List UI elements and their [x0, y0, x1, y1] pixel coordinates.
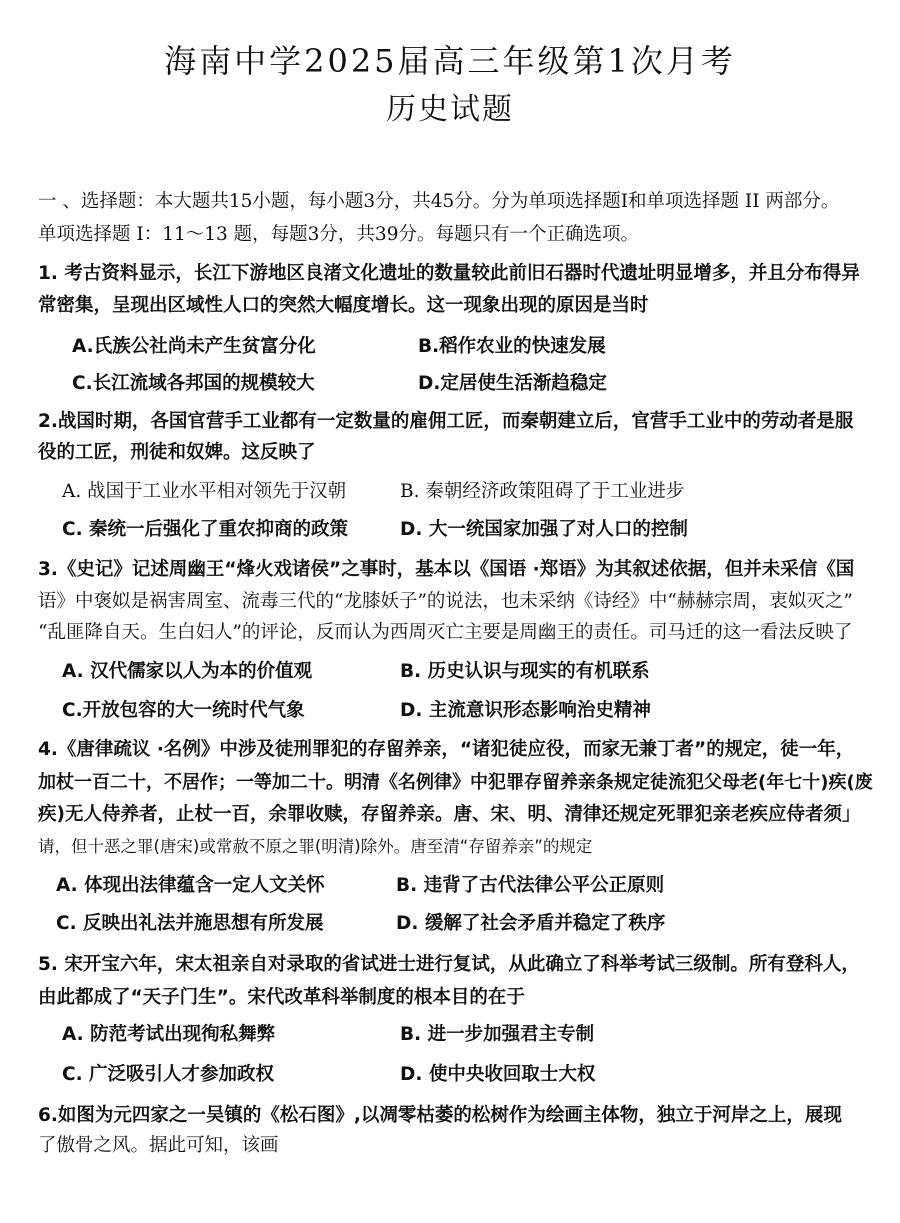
question-3-option-a: A. 汉代儒家以人为本的价值观 — [62, 661, 313, 682]
question-2-line-2: 役的工匠，刑徒和奴婢。这反映了 — [38, 442, 316, 463]
question-1-option-b: B.稻作农业的快速发展 — [418, 336, 606, 357]
question-3-option-d: D. 主流意识形态影响治史精神 — [400, 700, 651, 721]
exam-subject: 历史试题 — [386, 92, 514, 127]
question-4-line-3: 疾)无人侍养者，止杖一百，余罪收赎，存留养亲。唐、宋、明、清律还规定死罪犯亲老疾应侍者须」 — [38, 804, 861, 825]
question-3-line-2: 语》中褒姒是祸害周室、流毒三代的“龙膝妖子”的说法，也未采纳《诗经》中“赫赫宗周，衷姒灭之” — [38, 591, 853, 612]
question-4-option-c: C. 反映出礼法并施思想有所发展 — [56, 913, 324, 934]
instructions-line-2: 单项选择题 I：11～13 题，每题3分，共39分。每题只有一个正确选项。 — [38, 224, 639, 245]
question-1-line-1: 1. 考古资料显示，长江下游地区良渚文化遗址的数量较此前旧石器时代遗址明显增多，并且分布得异 — [38, 263, 860, 284]
question-5-line-1: 5. 宋开宝六年，宋太祖亲自对录取的省试进士进行复试，从此确立了科举考试三级制。所有登科人， — [38, 954, 860, 975]
question-3-line-3: “乱匪降自天。生白妇人”的评论，反而认为西周灭亡主要是周幽王的责任。司马迁的这一看法反映了 — [38, 622, 853, 643]
question-2-line-1: 2.战国时期，各国官营手工业都有一定数量的雇佣工匠，而秦朝建立后，官营手工业中的劳动者是服 — [38, 411, 854, 432]
question-2-option-a: A. 战国于工业水平相对领先于汉朝 — [62, 481, 347, 502]
question-1-option-c: C.长江流域各邦国的规模较大 — [72, 373, 315, 394]
instructions-line-1: 一 、选择题：本大题共15小题，每小题3分，共45分。分为单项选择题I和单项选择题 II 两部分。 — [38, 191, 840, 212]
exam-title: 海南中学2025届高三年级第1次月考 — [164, 42, 736, 80]
question-5-option-b: B. 进一步加强君主专制 — [400, 1024, 595, 1045]
question-4-option-b: B. 违背了古代法律公平公正原则 — [396, 875, 665, 896]
question-2-option-b: B. 秦朝经济政策阻碍了于工业进步 — [400, 481, 685, 502]
question-1-line-2: 常密集，呈现出区域性人口的突然大幅度增长。这一现象出现的原因是当时 — [38, 295, 649, 316]
question-5-option-d: D. 使中央收回取士大权 — [400, 1064, 596, 1085]
question-6-line-1: 6.如图为元四家之一吴镇的《松石图》,以凋零枯萎的松树作为绘画主体物，独立于河岸之上，展现 — [38, 1105, 842, 1126]
question-5-option-c: C. 广泛吸引人才参加政权 — [62, 1064, 275, 1085]
question-1-option-a: A.氏族公社尚未产生贫富分化 — [72, 336, 316, 357]
question-1-option-d: D.定居使生活渐趋稳定 — [418, 373, 607, 394]
question-2-option-d: D. 大一统国家加强了对人口的控制 — [400, 519, 688, 540]
question-3-option-b: B. 历史认识与现实的有机联系 — [400, 661, 650, 682]
question-4-line-2: 加杖一百二十，不居作；一等加二十。明清《名例律》中犯罪存留养亲条规定徒流犯父母老(年七十)疾(废 — [38, 772, 873, 793]
question-5-line-2: 由此都成了“天子门生”。宋代改革科举制度的根本目的在于 — [38, 987, 525, 1008]
question-4-line-1: 4.《唐律疏议 ·名例》中涉及徒刑罪犯的存留养亲，“诸犯徒应役，而家无兼丁者”的规定，徒一年， — [38, 739, 855, 760]
question-2-option-c: C. 秦统一后强化了重农抑商的政策 — [62, 519, 349, 540]
question-4-line-4: 请，但十恶之罪(唐宋)或常赦不原之罪(明清)除外。唐至清“存留养亲”的规定 — [38, 837, 593, 856]
question-4-option-d: D. 缓解了社会矛盾并稳定了秩序 — [396, 913, 666, 934]
question-6-line-2: 了傲骨之风。据此可知，该画 — [38, 1135, 279, 1156]
question-3-option-c: C.开放包容的大一统时代气象 — [62, 700, 305, 721]
question-5-option-a: A. 防范考试出现徇私舞弊 — [62, 1024, 276, 1045]
question-4-option-a: A. 体现出法律蕴含一定人文关怀 — [56, 875, 325, 896]
question-3-line-1: 3.《史记》记述周幽王“烽火戏诸侯”之事时，基本以《国语 ·郑语》为其叙述依据，但并未采信《国 — [38, 559, 855, 580]
